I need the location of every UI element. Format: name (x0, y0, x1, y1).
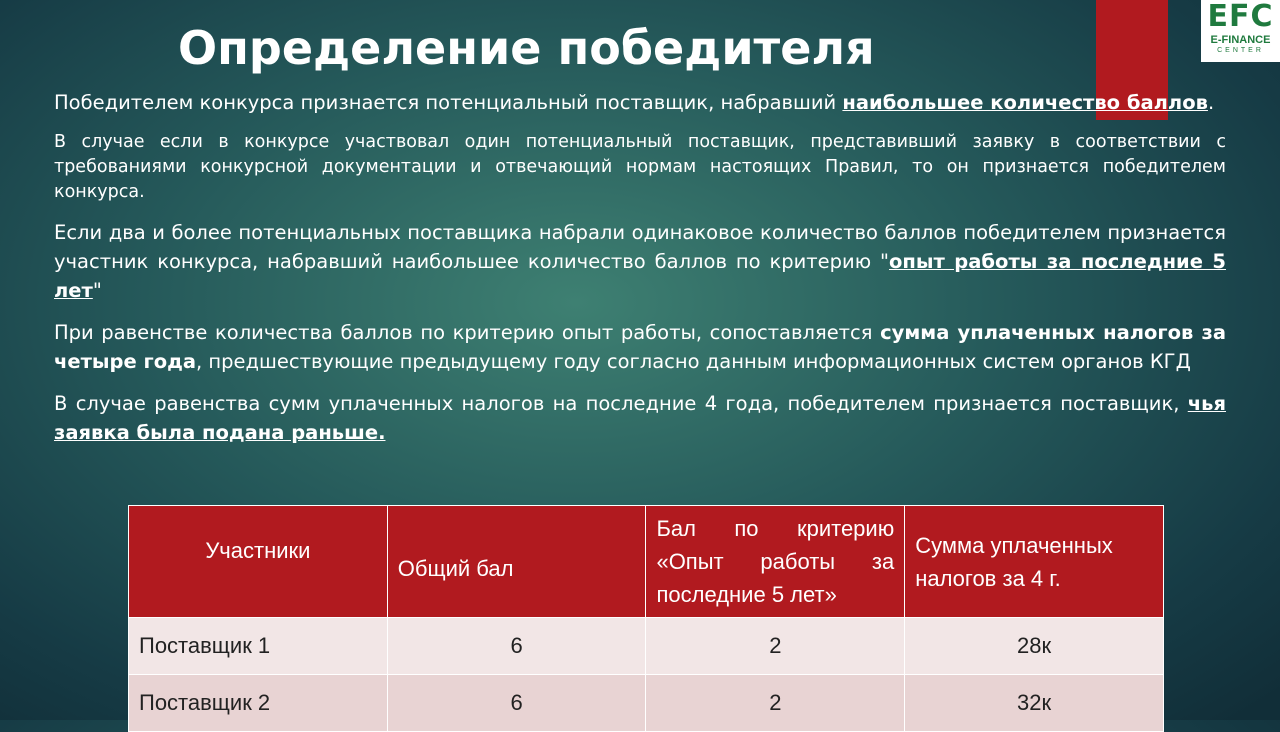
slide-title: Определение победителя (178, 21, 875, 75)
logo-mark: EFC (1207, 0, 1274, 34)
paragraph-tie-taxes (54, 318, 1226, 376)
paragraph-text: , предшествующие предыдущему году согласно данным информационных систем органов КГД (196, 350, 1191, 373)
logo-text-line2: CENTER (1217, 47, 1264, 54)
cell-experience-score: 2 (646, 618, 905, 675)
paragraph-text: При равенстве количества баллов по критерию опыт работы, сопоставляется (54, 321, 881, 344)
table-row (129, 675, 1164, 732)
table-row (129, 618, 1164, 675)
paragraph-tie-experience (54, 218, 1226, 305)
cell-taxes-paid: 32к (905, 675, 1164, 732)
cell-participant: Поставщик 2 (129, 675, 388, 732)
highlight-most-points: наибольшее количество баллов (842, 91, 1208, 114)
logo-text-line1: E-FINANCE (1210, 34, 1271, 46)
efc-logo (1201, 0, 1280, 62)
scoring-table (128, 505, 1164, 732)
header-total-score: Общий бал (387, 506, 646, 618)
paragraph-text: " (92, 279, 102, 302)
header-taxes-paid: Сумма уплаченных налогов за 4 г. (905, 506, 1164, 618)
cell-taxes-paid: 28к (905, 618, 1164, 675)
paragraph-single-participant: В случае если в конкурсе участвовал один потенциальный поставщик, представивший заявку в соответствии с требованиями конкурсной документации и отвечающий нормам настоящих Правил, то он признается победителем конкурса. (54, 132, 1226, 202)
paragraph-text: Победителем конкурса признается потенциальный поставщик, набравший (54, 91, 843, 114)
header-participants: Участники (129, 506, 388, 618)
paragraph-text: Если два и более потенциальных поставщика набрали одинаковое количество баллов победителем признается участник конкурса, набравший наибольшее количество баллов по критерию " (54, 221, 1226, 273)
paragraph-winner-rule (54, 88, 1226, 117)
paragraph-text: В случае равенства сумм уплаченных налогов на последние 4 года, победителем признается поставщик, (54, 392, 1188, 415)
header-experience-score: Бал по критерию «Опыт работы за последние 5 лет» (646, 506, 905, 618)
slide-body (54, 88, 1226, 460)
highlight-earlier-submission: чья заявка была подана раньше. (54, 392, 1226, 444)
cell-participant: Поставщик 1 (129, 618, 388, 675)
paragraph-text: . (1207, 91, 1215, 114)
table-header-row (129, 506, 1164, 618)
cell-total-score: 6 (387, 675, 646, 732)
highlight-experience: опыт работы за последние 5 лет (54, 250, 1226, 302)
highlight-taxes: сумма уплаченных налогов за четыре года (54, 321, 1226, 373)
paragraph-tie-submission (54, 389, 1226, 447)
cell-experience-score: 2 (646, 675, 905, 732)
cell-total-score: 6 (387, 618, 646, 675)
